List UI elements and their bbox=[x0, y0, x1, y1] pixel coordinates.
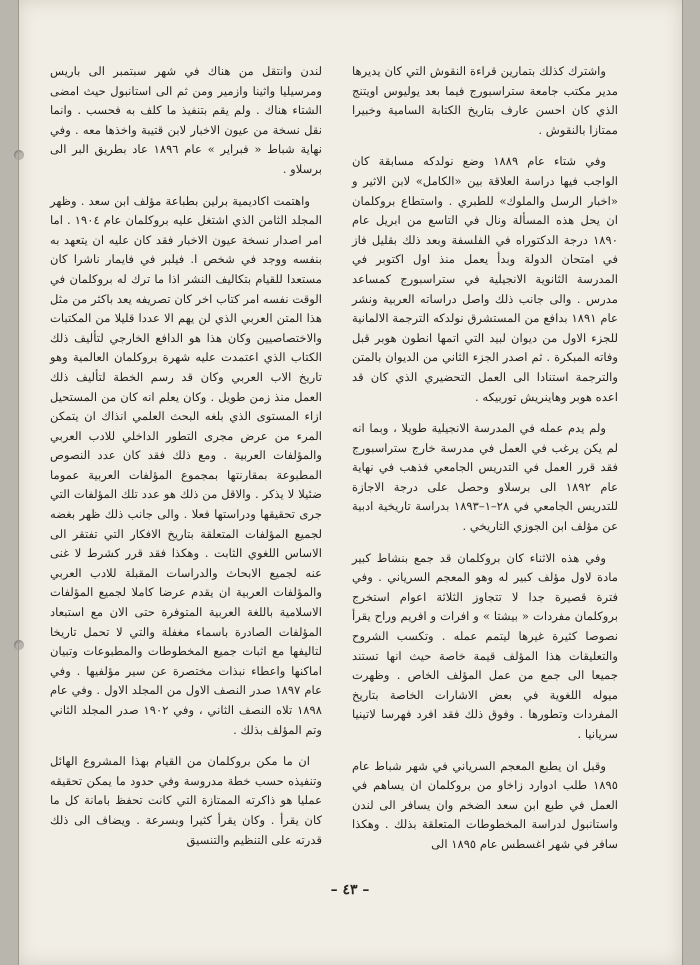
paragraph: واهتمت اكاديمية برلين بطباعة مؤلف ابن سعد . وظهر المجلد الثامن الذي اشتغل عليه بروكلمان عام ١٩٠٤ . اما امر اصدار نسخة عيون الاخبار فقد كان عليه ان يتعهد به بنفسه ووجد في شخص ا. فيلبر في فايمار ناشرا كان مستعدا للقيام بتكاليف النشر اذا ما ترك له بروكلمان في الوقت نفسه امر كتاب اخر كان تصريفه يعد باكثر من مثل هذا المتن العربي الذي لن يهم الا عددا قليلا من المكتبات والاختصاصيين وكان هذا هو الدافع الخارجي لتأليف ذلك الكتاب الذي اعتمدت عليه شهرة بروكلمان العالمية وهو تاريخ الاب العربي وكان قد رسم الخطة لتأليف ذلك العمل منذ زمن طويل . وكان يعلم انه كان من المستحيل ازاء المستوى الذي بلغه البحث العلمي انذاك ان يتمكن المرء من عرض مجرى التطور الداخلي للادب العربي والمؤلفات العربية . ومع ذلك فقد كان عدد النصوص المطبوعة بمقارنتها بمجموع المؤلفات العربية عموما ضئيلا لا يذكر . والاقل من ذلك هو عدد تلك المؤلفات التي جرى تحقيقها ودراستها فعلا . والى جانب ذلك ظهر بغضه لجميع المؤلفات المتعلقة بتاريخ الافكار التي تفتقر الى الاساس اللغوي الثابت . وهكذا فقد قرر كشرط لا غنى عنه لجميع الابحاث والدراسات المقبلة للادب العربي والمؤلفات العربية ان يقدم عرضا كاملا لجميع المؤلفات الاسلامية باللغة العربية المتوفرة حتى الان مع استبعاد المؤلفات الصادرة باسماء مغفلة والتي لا تحمل تاريخا لتاليفها مع اثبات جميع المخطوطات والمطبوعات وتبيان اماكنها واعطاء نبذات مختصرة عن سير مؤلفيها . وفي عام ١٨٩٧ صدر النصف الاول من المجلد الاول . وفي عام ١٨٩٨ تلاه النصف الثاني ، وفي ١٩٠٢ صدر المجلد الثاني وتم المؤلف بذلك . bbox=[50, 193, 322, 737]
paragraph: وقبل ان يطبع المعجم السرياني في شهر شباط عام ١٨٩٥ طلب ادوارد زاخاو من بروكلمان ان يساهم في العمل في طبع ابن سعد الضخم وان يسافر الى لندن واستانبول لدراسة المخطوطات المتعلقة بذلك . وهكذا سافر في شهر اغسطس عام ١٨٩٥ الى bbox=[352, 758, 618, 851]
right-text-column bbox=[352, 62, 618, 867]
binding-hole bbox=[14, 640, 24, 650]
page-number: – ٤٣ – bbox=[330, 882, 370, 898]
paragraph: ان ما مكن بروكلمان من القيام بهذا المشروع الهائل وتنفيذه حسب خطة مدروسة وفي حدود ما يمكن تحقيقه عمليا هو ذاكرته الممتازة التي كانت تحفظ بامانة كل ما كان يقرأ . وكان يقرأ كثيرا وبسرعة . ويضاف الى ذلك قدرته على التنظيم والتنسيق bbox=[50, 754, 322, 847]
paragraph: وفي شتاء عام ١٨٨٩ وضع نولدكه مسابقة كان الواجب فيها دراسة العلاقة بين «الكامل» لابن الاثير و «اخبار الرسل والملوك» للطبري . واستطاع بروكلمان ان يحل هذه المسألة ونال في التاسع من ابريل عام ١٨٩٠ درجة الدكتوراه في الفلسفة وبعد ذلك بقليل فاز في امتحان الدولة وبدأ يعمل منذ اول اكتوبر في المدرسة الثانوية الانجيلية في ستراسبورج كمساعد مدرس . والى جانب ذلك واصل دراساته العربية ونشر عام ١٨٩١ بدافع من المستشرق نولدكه الترجمة الالمانية للجزء الاول من ديوان لبيد التي اتمها انطون هوبر قبل وفاته المبكرة . ثم اصدر الجزء الثاني من الديوان بالمتن والترجمة استنادا الى العمل التحضيري الذي كان قد اعده هوبر وهاينريش توربيكه . bbox=[352, 154, 618, 404]
binding-hole bbox=[14, 150, 24, 160]
paragraph: وفي هذه الاثناء كان بروكلمان قد جمع بنشاط كبير مادة لاول مؤلف كبير له وهو المعجم السرياني . وفي فترة قصيرة جدا لا تتجاوز الثلاثة اعوام استخرج بروكلمان مفردات « بيشتا » و افرات و افريم وراح يقرأ نصوصا كثيرة غيرها ليتمم عمله . وتكسب الشروح والتعليقات هذا المؤلف قيمة خاصة حيث انها تستند جميعا الى جمع من عمل المؤلف الخاص . وظهرت ميوله اللغوية في بعض الاشارات الخاصة بتاريخ المفردات وتطورها . وفوق ذلك فقد افرد فهرسا لاتينيا سريانيا . bbox=[352, 550, 618, 741]
page-edge-right bbox=[682, 0, 683, 965]
paragraph: ولم يدم عمله في المدرسة الانجيلية طويلا ، وبما انه لم يكن يرغب في العمل في مدرسة خارج ستراسبورج فقد قرر العمل في التدريس الجامعي فذهب في نهاية عام ١٨٩٢ الى برسلاو وحصل على درجة الاجازة للتدريس الجامعي في ٢٨–١–١٨٩٣ بدراسة تاريخية ادبية عن مؤلف ابن الجوزي التاريخي . bbox=[352, 421, 618, 534]
left-text-column bbox=[50, 62, 322, 862]
paragraph: واشترك كذلك بتمارين قراءة النقوش التي كان يديرها مدير مكتب جامعة ستراسبورج فيما بعد يوليوس اويتنج الذي كان احسن عارف بتاريخ الكتابة السامية وخبيرا ممتازا بالنقوش . bbox=[352, 64, 618, 137]
paragraph: لندن وانتقل من هناك في شهر سبتمبر الى باريس ومرسيليا واثينا وازمير ومن ثم الى استانبول حيث امضى الشتاء هناك . ولم يقم بتنفيذ ما كلف به فحسب . وانما نقل نسخة من عيون الاخبار لابن قتيبة واخذها معه . وفي نهاية شباط « فبراير » عام ١٨٩٦ عاد بطريق البر الى برسلاو . bbox=[50, 64, 322, 176]
page-edge-left bbox=[18, 0, 19, 965]
